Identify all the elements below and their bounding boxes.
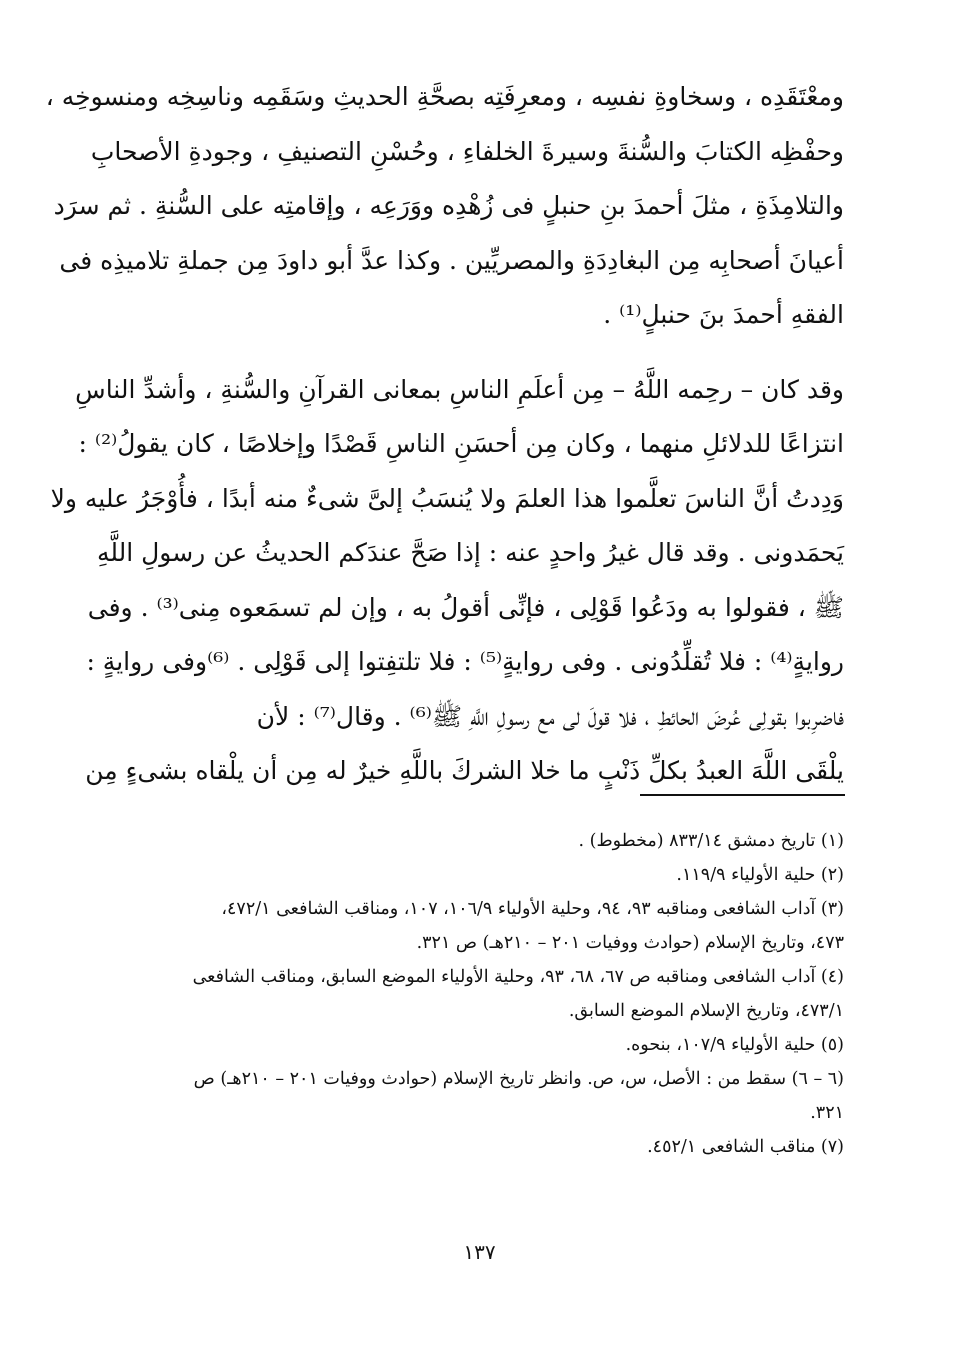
main-text — [45, 70, 844, 799]
text-line: يَحمَدونى . وقد قال غيرُ واحدٍ عنه : إذا صَحَّ عندَكم الحديثُ عن رسولِ اللَّهِ — [96, 538, 844, 567]
text-line: أعيانَ أصحابِه مِن البغادِدَةِ والمصريِّين . وكذا عدَّ أبو داودَ مِن جملةِ تلاميذِه فى — [59, 245, 844, 275]
text-line: وحفْظِه الكتابَ والسُّنةَ وسيرةَ الخلفاءِ ، وحُسْنِ التصنيفِ ، وجودةِ الأصحابِ — [90, 136, 844, 166]
footnote-line: (٧) مناقب الشافعى ٤٥٢/١. — [647, 1137, 844, 1157]
text-line: وَدِدتُ أنَّ الناسَ تعلَّموا هذا العلمَ ولا يُنسَبُ إلىَّ شىءٌ منه أبدًا ، فأُوْجَرُ عليه ولا — [50, 483, 844, 513]
footnotes — [126, 824, 844, 1164]
text-line: الفقهِ أحمدَ بنَ حنبلٍ⁽¹⁾ . — [603, 300, 844, 329]
footnote-line: (٦ – ٦) سقط من : الأصل، س، ص. وانظر تاريخ الإسلام (حوادث ووفيات ٢٠١ – ٢١٠هـ) ص — [193, 1069, 844, 1089]
footnote-line: (١) تاريخ دمشق ٨٣٣/١٤ (مخطوط) . — [578, 831, 844, 851]
footnote-line: (٢) حلية الأولياء ١١٩/٩. — [676, 865, 844, 885]
text-line: والتلامِذَةِ ، مثلَ أحمدَ بنِ حنبلٍ فى زُهْدِه ووَرَعِه ، وإقامتِه على السُّنةِ . ثم سرَد — [53, 191, 844, 220]
footnote-line: ٤٧٣، وتاريخ الإسلام (حوادث ووفيات ٢٠١ – ٢١٠هـ) ص ٣٢١. — [416, 933, 844, 953]
paragraph-2 — [50, 363, 844, 799]
text-line: ﷺ ، فقولوا به ودَعُوا قَوْلِى ، فإنِّى أقولُ به ، وإن لم تسمَعوه مِنى⁽³⁾ . وفى — [87, 592, 844, 622]
text-line: وقد كان – رحِمه اللَّهُ – مِن أعلَمِ الناسِ بمعانى القرآنِ والسُّنةِ ، وأشدِّ الناسِ — [75, 374, 844, 404]
footnote-line: ٤٧٣/١، وتاريخ الإسلام الموضع السابق. — [568, 1001, 844, 1021]
text-line: انتزاعًا للدلائلِ منهما ، وكان مِن أحسَنِ الناسِ قَصْدًا وإخلاصًا ، كان يقولُ⁽²⁾ : — [78, 429, 844, 458]
footnote-line: (٣) آداب الشافعى ومناقبه ٩٣، ٩٤، وحلية الأولياء ١٠٦/٩، ١٠٧، ومناقب الشافعى ٤٧٢/١، — [221, 899, 844, 919]
footnote-separator — [640, 794, 845, 796]
text-line: روايةٍ⁽⁴⁾ : فلا تُقلِّدُونى . وفى روايةٍ⁽⁵⁾ : فلا تلتفِتوا إلى قَوْلِى . ⁽⁶⁾وفى روايةٍ : — [86, 647, 844, 676]
footnote-line: (٤) آداب الشافعى ومناقبه ص ٦٧، ٦٨، ٩٣، وحلية الأولياء الموضع السابق، ومناقب الشافعى — [192, 967, 844, 987]
text-line: فاضرِبوا بقولِى عُرضَ الحائطِ ، فلا قولَ لى مع رسولِ اللَّهِ ﷺ⁽⁶⁾ . وقال⁽⁷⁾ : لأن — [256, 701, 844, 731]
text-line: ومعْتَقَدِه ، وسخاوةِ نفسِه ، ومعرِفَتِه بصحَّةِ الحديثِ وسَقَمِه وناسِخِه ومنسوخِه ، — [45, 82, 844, 111]
page-number: ١٣٧ — [463, 1240, 496, 1264]
footnote-line: ٣٢١. — [810, 1103, 844, 1123]
text-line: يلْقَى اللَّهَ العبدُ بكلِّ ذَنْبٍ ما خلا الشركَ باللَّهِ خيرٌ له مِن أن يلْقاه بشىءٍ مِن — [85, 756, 844, 785]
paragraph-1 — [45, 70, 844, 343]
footnote-line: (٥) حلية الأولياء ١٠٧/٩، بنحوه. — [625, 1035, 844, 1055]
paragraph-gap — [126, 343, 844, 363]
